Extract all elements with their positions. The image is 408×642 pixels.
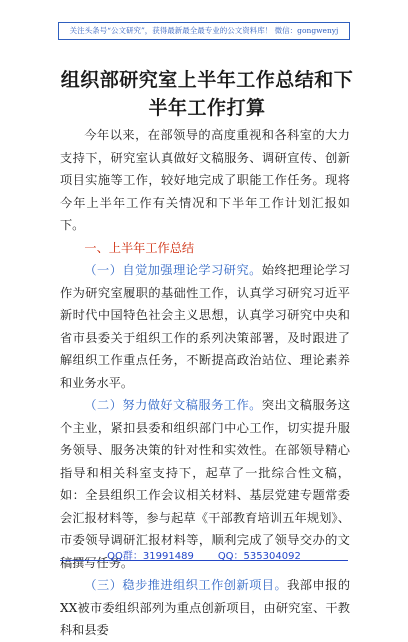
page-footer <box>0 547 408 562</box>
footer-qq-group: QQ群：31991489 <box>107 551 194 562</box>
item-paragraph-3 <box>60 574 350 642</box>
document-title: 组织部研究室上半年工作总结和下半年工作打算 <box>60 69 354 119</box>
item-lead-2: （二）努力做好文稿服务工作。 <box>84 398 262 412</box>
item-lead-3: （三）稳步推进组织工作创新项目。 <box>84 578 288 592</box>
item-paragraph-1 <box>60 259 350 394</box>
promo-banner: 关注头条号“公文研究”，获得最新最全最专业的公文资料库！ 微信：gongwenyj <box>58 22 350 40</box>
item-body-1: 始终把理论学习作为研究室履职的基础性工作，认真学习研究习近平新时代中国特色社会主义思想，认真学习研究中央和省市县委关于组织工作的系列决策部署，及时跟进了解组织工作重点任务，不断提高政治站位、理论素养和业务水平。 <box>60 263 351 390</box>
item-lead-1: （一）自觉加强理论学习研究。 <box>84 263 262 277</box>
document-body <box>60 124 350 642</box>
item-body-3: 我部申报的XX被市委组织部列为重点创新项目，由研究室、干教科和县委 <box>60 578 351 637</box>
footer-underline <box>60 560 348 561</box>
item-body-2: 突出文稿服务这个主业，紧扣县委和组织部门中心工作，切实提升服务领导、服务决策的针对性和实效性。在部领导精心指导和相关科室支持下，起草了一批综合性文稿，如：全县组织工作会议相关材料、基层党建专题常委会汇报材料等，参与起草《干部教育培训五年规划》、市委领导调研汇报材料等，顺利完成了领导交办的文稿撰写任务。 <box>60 398 351 570</box>
footer-qq: QQ：535304092 <box>217 551 301 562</box>
section-heading: 一、上半年工作总结 <box>84 240 195 255</box>
intro-paragraph: 今年以来，在部领导的高度重视和各科室的大力支持下，研究室认真做好文稿服务、调研宣传、创新项目实施等工作，较好地完成了职能工作任务。现将今年上半年工作有关情况和下半年工作计划汇报如下。 <box>60 128 350 232</box>
